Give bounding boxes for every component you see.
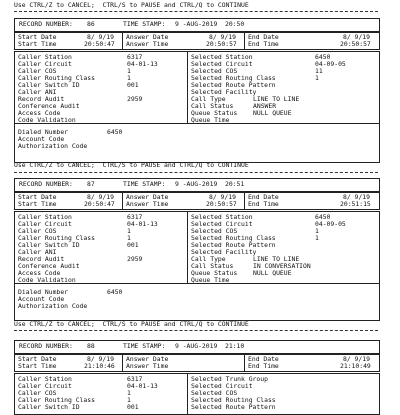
caller-circuit-label: Caller Circuit	[18, 60, 72, 68]
selected-facility-label: Selected Facility	[191, 88, 257, 96]
answer-date-label: Answer Date	[126, 193, 169, 201]
caller-station: 6317	[127, 375, 143, 383]
divider	[14, 11, 378, 12]
queue-status-label: Queue Status	[191, 269, 238, 277]
code-validation-label: Code Validation	[18, 276, 76, 284]
call-type-label: Call Type	[191, 255, 226, 263]
caller-cos: 1	[127, 227, 131, 235]
control-notice: Use CTRL/Z to CANCEL; CTRL/S to PAUSE and CTRL/Q to CONTINUE	[14, 161, 249, 169]
start-time-label: Start Time	[18, 200, 57, 208]
dialed-number: 6450	[107, 288, 123, 296]
start-date-label: Start Date	[18, 193, 57, 201]
start-date-label: Start Date	[18, 355, 57, 363]
call-status: IN CONVERSATION	[253, 262, 311, 270]
selected-routing-class: 1	[315, 74, 319, 82]
time-stamp: 9 -AUG-2019 20:50	[175, 20, 245, 28]
selected-circuit: 04-09-05	[315, 60, 346, 68]
start-date: 8/ 9/19	[87, 355, 114, 363]
end-date: 8/ 9/19	[343, 33, 370, 41]
selected-route-pattern-label: Selected Route Pattern	[191, 81, 276, 89]
start-date-label: Start Date	[18, 33, 57, 41]
account-code-label: Account Code	[18, 295, 65, 303]
answer-time-label: Answer Time	[126, 40, 169, 48]
caller-station-label: Caller Station	[18, 53, 72, 61]
authorization-code-label: Authorization Code	[18, 142, 88, 150]
record-header	[14, 178, 380, 192]
caller-switch-id: 001	[127, 403, 139, 411]
selected-circuit-label: Selected Circuit	[191, 220, 253, 228]
caller-cos-label: Caller COS	[18, 67, 57, 75]
time-stamp-label: TIME STAMP:	[123, 20, 166, 28]
selected-cos-label: Selected COS	[191, 67, 238, 75]
caller-circuit: 04-01-13	[127, 220, 158, 228]
call-type-label: Call Type	[191, 95, 226, 103]
record-audit-label: Record Audit	[18, 255, 65, 263]
selected-station: 6450	[315, 213, 331, 221]
record-header	[14, 18, 380, 32]
end-date-label: End Date	[248, 355, 279, 363]
caller-station: 6317	[127, 53, 143, 61]
start-time: 20:50:47	[84, 200, 115, 208]
queue-status-label: Queue Status	[191, 109, 238, 117]
record-number: 86	[87, 20, 95, 28]
start-date: 8/ 9/19	[87, 33, 114, 41]
date-time-box	[14, 192, 380, 210]
record-number-label: RECORD NUMBER:	[19, 20, 73, 28]
call-status-label: Call Status	[191, 262, 234, 270]
selected-circuit-label: Selected Circuit	[191, 60, 253, 68]
caller-switch-id-label: Caller Switch ID	[18, 403, 80, 411]
answer-date: 8/ 9/19	[209, 33, 236, 41]
control-notice: Use CTRL/Z to CANCEL; CTRL/S to PAUSE and CTRL/Q to CONTINUE	[14, 320, 249, 328]
conference-audit-label: Conference Audit	[18, 262, 80, 270]
call-detail-box	[14, 211, 380, 321]
end-time: 20:50:57	[340, 40, 371, 48]
selected-cos: 11	[315, 67, 323, 75]
record-audit-label: Record Audit	[18, 95, 65, 103]
time-stamp-label: TIME STAMP:	[123, 180, 166, 188]
access-code-label: Access Code	[18, 109, 61, 117]
queue-status: NULL QUEUE	[253, 269, 292, 277]
caller-station: 6317	[127, 213, 143, 221]
selected-routing-class: 1	[315, 234, 319, 242]
answer-date-label: Answer Date	[126, 33, 169, 41]
caller-circuit-label: Caller Circuit	[18, 382, 72, 390]
caller-circuit: 04-01-13	[127, 60, 158, 68]
selected-facility-label: Selected Facility	[191, 248, 257, 256]
call-status: ANSWER	[253, 102, 277, 110]
selected-routing-class-label: Selected Routing Class	[191, 74, 276, 82]
access-code-label: Access Code	[18, 269, 61, 277]
account-code-label: Account Code	[18, 135, 65, 143]
caller-routing-class: 1	[127, 396, 131, 404]
start-time-label: Start Time	[18, 40, 57, 48]
end-time: 20:51:15	[340, 200, 371, 208]
call-status-label: Call Status	[191, 102, 234, 110]
caller-switch-id-label: Caller Switch ID	[18, 81, 80, 89]
queue-time-label: Queue Time	[191, 116, 230, 124]
record-number: 87	[87, 180, 95, 188]
answer-time-label: Answer Time	[126, 362, 169, 370]
answer-date-label: Answer Date	[126, 355, 169, 363]
caller-switch-id: 001	[127, 81, 139, 89]
caller-cos-label: Caller COS	[18, 227, 57, 235]
time-stamp: 9 -AUG-2019 21:10	[175, 342, 245, 350]
selected-cos-label: Selected COS	[191, 227, 238, 235]
authorization-code-label: Authorization Code	[18, 302, 88, 310]
end-date-label: End Date	[248, 193, 279, 201]
caller-circuit-label: Caller Circuit	[18, 220, 72, 228]
call-detail-box	[14, 373, 380, 415]
start-time: 20:50:47	[84, 40, 115, 48]
caller-ani-label: Caller ANI	[18, 88, 57, 96]
caller-routing-class: 1	[127, 234, 131, 242]
caller-ani-label: Caller ANI	[18, 248, 57, 256]
dialed-number-label: Dialed Number	[18, 288, 69, 296]
start-time-label: Start Time	[18, 362, 57, 370]
queue-time-label: Queue Time	[191, 276, 230, 284]
selected-route-pattern-label: Selected Route Pattern	[191, 403, 276, 411]
caller-routing-class-label: Caller Routing Class	[18, 234, 95, 242]
end-time-label: End Time	[248, 362, 279, 370]
caller-cos: 1	[127, 67, 131, 75]
conference-audit-label: Conference Audit	[18, 102, 80, 110]
answer-date: 8/ 9/19	[209, 193, 236, 201]
caller-cos-label: Caller COS	[18, 389, 57, 397]
record-audit: 2959	[127, 95, 143, 103]
record-number-label: RECORD NUMBER:	[19, 180, 73, 188]
answer-time: 20:50:57	[206, 40, 237, 48]
dialed-number: 6450	[107, 128, 123, 136]
start-date: 8/ 9/19	[87, 193, 114, 201]
call-type: LINE TO LINE	[253, 255, 300, 263]
caller-routing-class-label: Caller Routing Class	[18, 396, 95, 404]
call-detail-box	[14, 51, 380, 163]
selected-station: 6450	[315, 53, 331, 61]
caller-station-label: Caller Station	[18, 375, 72, 383]
dialed-number-label: Dialed Number	[18, 128, 69, 136]
end-time-label: End Time	[248, 200, 279, 208]
caller-switch-id: 001	[127, 241, 139, 249]
end-time-label: End Time	[248, 40, 279, 48]
time-stamp: 9 -AUG-2019 20:51	[175, 180, 245, 188]
selected-route-pattern-label: Selected Route Pattern	[191, 241, 276, 249]
caller-station-label: Caller Station	[18, 213, 72, 221]
selected-cos: 1	[315, 227, 319, 235]
answer-time-label: Answer Time	[126, 200, 169, 208]
caller-routing-class-label: Caller Routing Class	[18, 74, 95, 82]
control-notice: Use CTRL/Z to CANCEL; CTRL/S to PAUSE and CTRL/Q to CONTINUE	[14, 1, 249, 9]
selected-routing-class-label: Selected Routing Class	[191, 396, 276, 404]
time-stamp-label: TIME STAMP:	[123, 342, 166, 350]
caller-routing-class: 1	[127, 74, 131, 82]
record-audit: 2959	[127, 255, 143, 263]
record-header	[14, 340, 380, 354]
end-date-label: End Date	[248, 33, 279, 41]
selected-cos-label: Selected COS	[191, 389, 238, 397]
call-type: LINE TO LINE	[253, 95, 300, 103]
selected-station-label: Selected Station	[191, 213, 253, 221]
code-validation-label: Code Validation	[18, 116, 76, 124]
end-date: 8/ 9/19	[343, 355, 370, 363]
record-number: 88	[87, 342, 95, 350]
selected-routing-class-label: Selected Routing Class	[191, 234, 276, 242]
queue-status: NULL QUEUE	[253, 109, 292, 117]
date-time-box	[14, 32, 380, 50]
selected-station-label: Selected Station	[191, 53, 253, 61]
divider	[14, 330, 378, 331]
start-time: 21:10:46	[84, 362, 115, 370]
caller-switch-id-label: Caller Switch ID	[18, 241, 80, 249]
caller-cos: 1	[127, 389, 131, 397]
selected-circuit: 04-09-05	[315, 220, 346, 228]
selected-circuit-label: Selected Circuit	[191, 382, 253, 390]
divider	[14, 172, 378, 173]
caller-circuit: 04-01-13	[127, 382, 158, 390]
end-date: 8/ 9/19	[343, 193, 370, 201]
selected-trunk-group-label: Selected Trunk Group	[191, 375, 268, 383]
end-time: 21:10:49	[340, 362, 371, 370]
date-time-box	[14, 354, 380, 372]
answer-time: 20:50:57	[206, 200, 237, 208]
record-number-label: RECORD NUMBER:	[19, 342, 73, 350]
